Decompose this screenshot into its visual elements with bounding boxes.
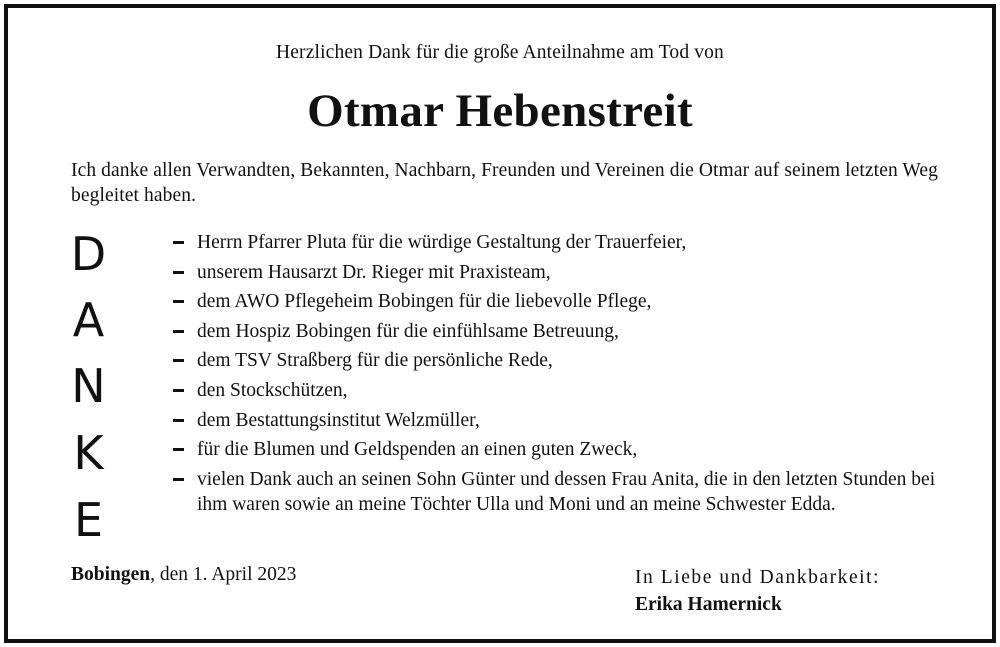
dash-bullet xyxy=(173,330,184,333)
danke-letter-k: K xyxy=(73,426,104,480)
dash-bullet xyxy=(173,448,184,451)
place-date xyxy=(71,564,296,586)
list-item-text: Herrn Pfarrer Pluta für die würdige Gestaltung der Trauerfeier, xyxy=(197,232,687,253)
dash-bullet xyxy=(173,359,184,362)
place: Bobingen xyxy=(71,564,151,585)
list-item-text: dem AWO Pflegeheim Bobingen für die liebevolle Pflege, xyxy=(197,291,652,313)
list-item xyxy=(171,289,951,315)
date: , den 1. April 2023 xyxy=(150,564,297,585)
signer-name: Erika Hamernick xyxy=(635,594,782,615)
list-item-text: vielen Dank auch an seinen Sohn Günter und dessen Frau Anita, die in den letzten Stunden bei ihm waren sowie an meine Töchter Ulla und Moni und an meine Schwester Edda. xyxy=(197,468,936,516)
list-item xyxy=(171,408,951,434)
list-item-text: unserem Hausarzt Dr. Rieger mit Praxisteam, xyxy=(197,261,551,283)
danke-letter-e: E xyxy=(73,493,104,547)
list-item xyxy=(171,319,951,345)
dash-bullet xyxy=(173,478,184,481)
list-item-text: den Stockschützen, xyxy=(197,379,348,401)
danke-letter-a: A xyxy=(72,293,105,347)
dash-bullet xyxy=(173,419,184,422)
list-item xyxy=(171,348,951,374)
list-item xyxy=(171,378,951,404)
dash-bullet xyxy=(173,241,184,244)
list-item-text: für die Blumen und Geldspenden an einen guten Zweck, xyxy=(197,439,638,461)
intro-line: Herzlichen Dank für die große Anteilnahme am Tod von xyxy=(276,42,724,63)
list-item-text: dem Hospiz Bobingen für die einfühlsame Betreuung, xyxy=(197,320,619,342)
deceased-name: Otmar Hebenstreit xyxy=(307,85,693,137)
signature-block xyxy=(635,564,880,618)
list-item xyxy=(171,230,951,256)
dash-bullet xyxy=(173,389,184,392)
list-item xyxy=(171,467,951,518)
list-item xyxy=(171,437,951,463)
list-item xyxy=(171,260,951,286)
dash-bullet xyxy=(173,300,184,303)
thanks-list xyxy=(171,230,951,522)
danke-letter-d: D xyxy=(70,227,107,281)
danke-letter-n: N xyxy=(71,359,106,413)
thanks-paragraph: Ich danke allen Verwandten, Bekannten, Nachbarn, Freunden und Vereinen die Otmar auf seinem letzten Weg begleitet haben. xyxy=(71,160,938,206)
list-item-text: dem Bestattungsinstitut Welzmüller, xyxy=(197,409,480,431)
list-item-text: dem TSV Straßberg für die persönliche Rede, xyxy=(197,350,553,372)
dash-bullet xyxy=(173,271,184,274)
closing-line: In Liebe und Dankbarkeit: xyxy=(635,567,881,588)
